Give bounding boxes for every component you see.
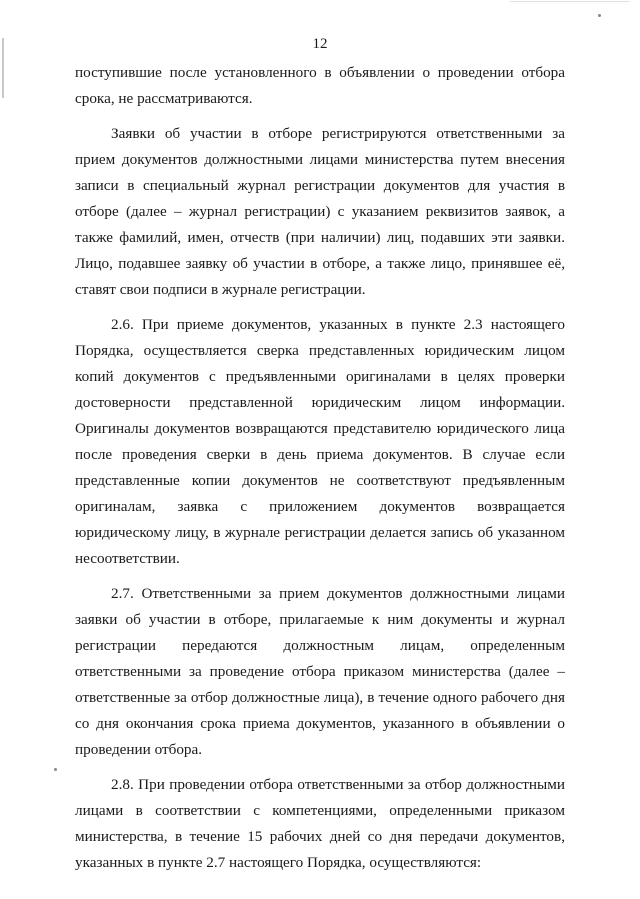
scan-speck xyxy=(598,14,601,17)
text-line: поступившие после установленного в объявлении о проведении отбора xyxy=(75,64,565,81)
text-line: лицами в соответствии с компетенциями, определенными приказом xyxy=(75,802,565,819)
text-line: копий документов с предъявленными оригиналами в целях проверки xyxy=(75,368,565,385)
text-line: оригиналам, заявка с приложением документов возвращается xyxy=(75,498,565,515)
text-line: Оригиналы документов возвращаются представителю юридического лица xyxy=(75,420,565,437)
paragraph xyxy=(75,772,565,876)
text-line: юридическому лицу, в журнале регистрации делается запись об указанном xyxy=(75,524,565,541)
text-line: после проведения сверки в день приема документов. В случае если xyxy=(75,446,565,463)
text-line: ответственные за отбор должностные лица), в течение одного рабочего дня xyxy=(75,689,565,706)
scan-edge-line xyxy=(510,1,630,2)
text-line: также фамилий, имен, отчеств (при наличии) лиц, подавших эти заявки. xyxy=(75,229,565,246)
text-line: представленные копии документов не соответствуют предъявленным xyxy=(75,472,565,489)
text-line: прием документов должностными лицами министерства путем внесения xyxy=(75,151,565,168)
text-line: ответственными за проведение отбора приказом министерства (далее – xyxy=(75,663,565,680)
text-line: записи в специальный журнал регистрации документов для участия в xyxy=(75,177,565,194)
text-line: со дня окончания срока приема документов, указанного в объявлении о xyxy=(75,715,565,732)
text-line: ставят свои подписи в журнале регистрации. xyxy=(75,281,366,298)
text-line: проведении отбора. xyxy=(75,741,203,758)
text-line: срока, не рассматриваются. xyxy=(75,90,253,107)
text-line: Заявки об участии в отборе регистрируются ответственными за xyxy=(111,125,565,142)
page-number: 12 xyxy=(312,36,328,52)
text-line: указанных в пункте 2.7 настоящего Порядка, осуществляются: xyxy=(75,854,482,871)
text-line: несоответствии. xyxy=(75,550,180,567)
paragraph xyxy=(75,581,565,763)
text-line: отборе (далее – журнал регистрации) с указанием реквизитов заявок, а xyxy=(75,203,565,220)
text-line: министерства, в течение 15 рабочих дней со дня передачи документов, xyxy=(75,828,565,845)
paragraph xyxy=(75,312,565,572)
text-line: 2.8. При проведении отбора ответственными за отбор должностными xyxy=(111,776,565,793)
text-line: заявки об участии в отборе, прилагаемые к ним документы и журнал xyxy=(75,611,565,628)
text-line: регистрации передаются должностным лицам, определенным xyxy=(75,637,565,654)
scan-speck xyxy=(54,768,57,771)
text-line: достоверности представленной юридическим лицом информации. xyxy=(75,394,565,411)
document-body xyxy=(75,60,565,876)
text-line: Лицо, подавшее заявку об участии в отборе, а также лицо, принявшее её, xyxy=(75,255,565,272)
paragraph xyxy=(75,60,565,112)
text-line: 2.7. Ответственными за прием документов должностными лицами xyxy=(111,585,565,602)
text-line: 2.6. При приеме документов, указанных в пункте 2.3 настоящего xyxy=(111,316,565,333)
text-line: Порядка, осуществляется сверка представленных юридическим лицом xyxy=(75,342,565,359)
paragraph xyxy=(75,121,565,303)
